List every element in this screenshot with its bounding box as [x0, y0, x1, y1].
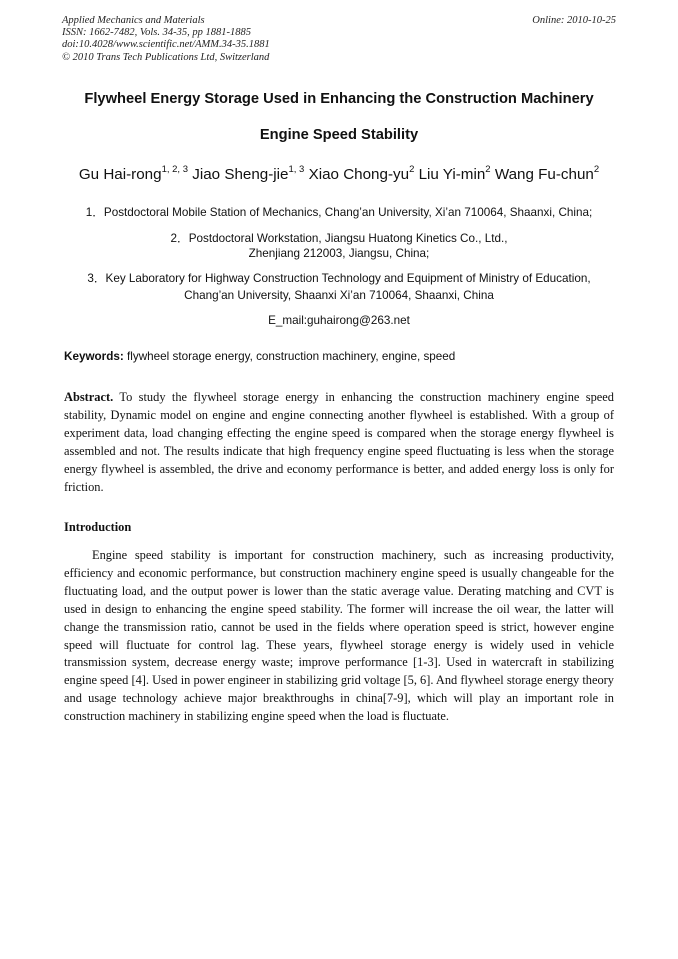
introduction-paragraph: Engine speed stability is important for construction machinery, such as increasing productivity, efficiency and economic performance, but construction machinery engine speed is usually changeable for the fluctuating load, and the output power is lower than the static average value. Derating matching and CVT is used in design to enhancing the engine speed stability. The former will increase the oil wear, the latter will change the transmission ratio, cannot be used in the fields where operation speed is strict, however engine speed will fluctuate for control lag. These years, flywheel storage energy is widely used in vehicle transmission system, decrease energy waste; improve performance [1-3]. Used in watercraft in stabilizing engine speed [4]. Used in power engineer in stabilizing grid voltage [5, 6]. And flywheel storage energy theory and usage technology achieve major breakthroughs in china[7-9], which will play an important role in construction machinery in stabilizing engine speed when the load is fluctuate. [64, 548, 614, 724]
author-list [40, 166, 638, 183]
keywords-label: Keywords: [64, 350, 124, 363]
affiliation-3-line-1: 3．Key Laboratory for Highway Construction Technology and Equipment of Ministry of Education, [87, 272, 591, 285]
affiliation-3-line-2: Chang’an University, Shaanxi Xi’an 710064, Shaanxi, China [184, 289, 494, 302]
author-name: Wang Fu-chun [494, 166, 594, 183]
copyright-line: © 2010 Trans Tech Publications Ltd, Switzerland [62, 51, 270, 63]
issn-line: ISSN: 1662-7482, Vols. 34-35, pp 1881-1885 [62, 27, 251, 39]
abstract-text: To study the flywheel storage energy in enhancing the construction machinery engine speed stability, Dynamic model on engine and engine connecting another flywheel is established. With a group of experiment data, load changing effecting the engine speed is compared when the storage energy flywheel is assembled and not. The results indicate that high frequency engine speed fluctuating is less when the storage energy flywheel is assembled, the drive and economy performance is better, and added energy loss is only for friction. [64, 390, 614, 494]
author-affiliation-mark: 1, 2, 3 [161, 164, 188, 175]
journal-name: Applied Mechanics and Materials [62, 15, 205, 26]
author-name: Jiao Sheng-jie [192, 166, 289, 183]
author-affiliation-mark: 2 [593, 164, 600, 175]
author-affiliation-mark: 2 [409, 164, 415, 175]
paper-title-line-1: Flywheel Energy Storage Used in Enhancing the Construction Machinery [84, 91, 594, 107]
affiliation-2-line-2: Zhenjiang 212003, Jiangsu, China; [248, 247, 430, 260]
keywords [64, 350, 455, 363]
affiliation-2-line-1: 2．Postdoctoral Workstation, Jiangsu Huatong Kinetics Co., Ltd., [170, 232, 508, 245]
online-date: Online: 2010-10-25 [532, 15, 616, 26]
affiliation-1: 1．Postdoctoral Mobile Station of Mechanics, Chang’an University, Xi’an 710064, Shaanxi, China; [85, 206, 593, 219]
contact-email: E_mail:guhairong@263.net [268, 314, 410, 327]
author-name: Gu Hai-rong [78, 166, 162, 183]
introduction-heading: Introduction [64, 520, 132, 534]
abstract [64, 389, 614, 496]
keywords-text: flywheel storage energy, construction machinery, engine, speed [123, 350, 456, 363]
author-affiliation-mark: 2 [485, 164, 491, 175]
doi-line: doi:10.4028/www.scientific.net/AMM.34-35.1881 [62, 39, 270, 51]
abstract-label: Abstract. [64, 390, 114, 404]
author-affiliation-mark: 1, 3 [288, 164, 305, 175]
author-name: Xiao Chong-yu [308, 166, 410, 183]
journal-header [62, 15, 270, 64]
paper-title-line-2: Engine Speed Stability [259, 127, 419, 143]
author-name: Liu Yi-min [418, 166, 486, 183]
